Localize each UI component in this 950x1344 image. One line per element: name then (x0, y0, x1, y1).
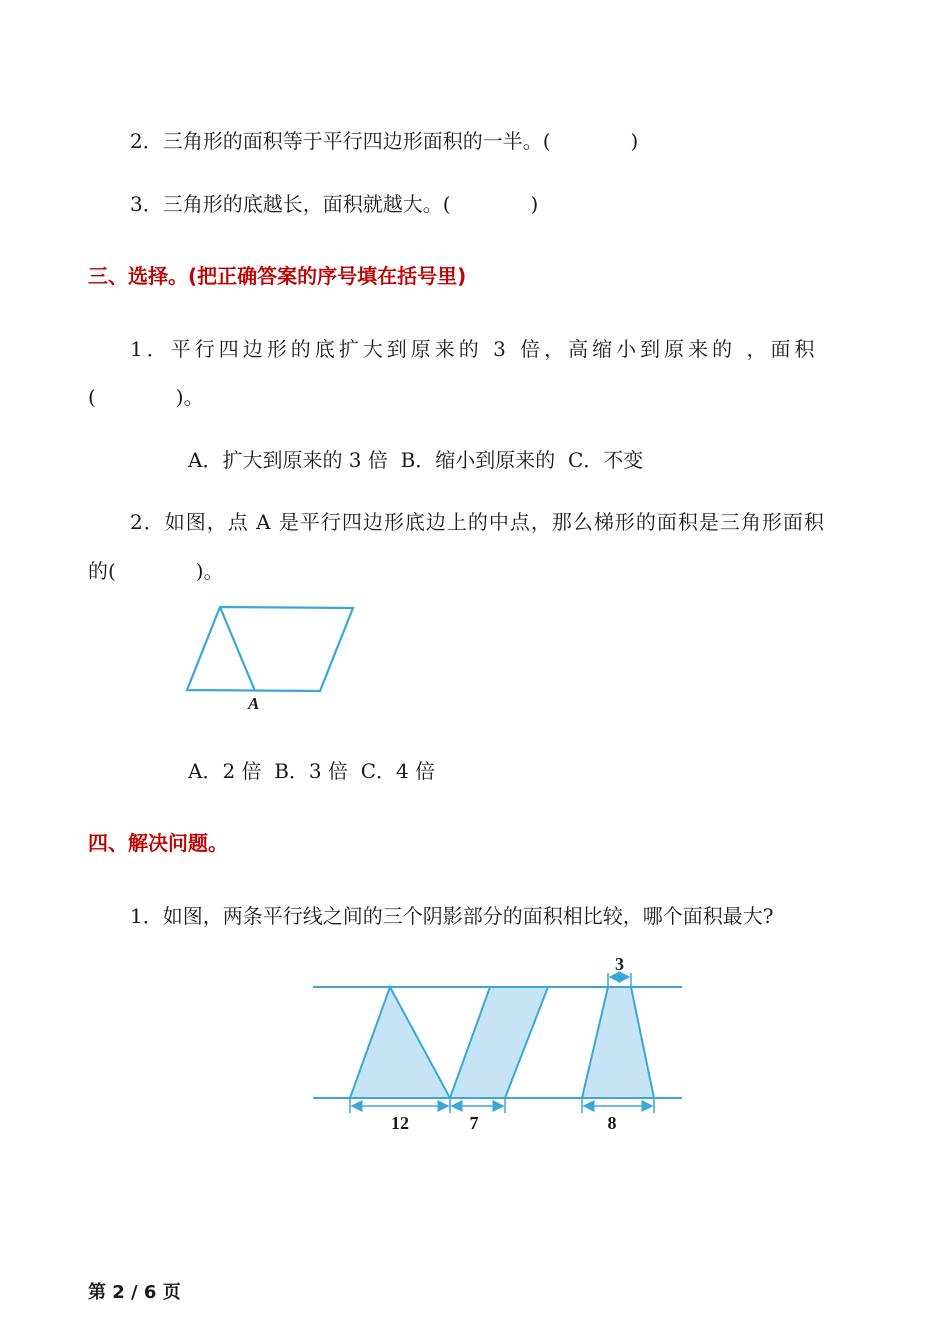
page-number: 第 2 / 6 页 (88, 1282, 181, 1303)
parallelogram-outline (187, 607, 353, 691)
choice-q2-line1: 2．如图，点 A 是平行四边形底边上的中点，那么梯形的面积是三角形面积 (130, 510, 825, 534)
dimension-label-8: 8 (607, 1113, 617, 1133)
judge-item-3: 3．三角形的底越长，面积就越大。( ) (130, 192, 539, 216)
judge-item-2: 2．三角形的面积等于平行四边形面积的一半。( ) (130, 129, 639, 153)
dimension-label-12: 12 (391, 1113, 409, 1133)
choice-q1-line1: 1．平行四边形的底扩大到原来的 3 倍，高缩小到原来的 ，面积 (130, 337, 819, 361)
shaded-trapezoid (582, 987, 654, 1098)
choice-q2-options: A．2 倍 B．3 倍 C．4 倍 (188, 759, 436, 783)
problem-q1-text: 1．如图，两条平行线之间的三个阴影部分的面积相比较，哪个面积最大? (130, 904, 774, 928)
section-3-heading: 三、选择。(把正确答案的序号填在括号里) (88, 264, 467, 288)
choice-q2-line2: 的( )。 (88, 559, 224, 583)
parallel-lines-figure (300, 945, 700, 1140)
parallelogram-figure (180, 600, 365, 715)
dimension-label-7: 7 (469, 1113, 479, 1133)
shaded-triangle (350, 987, 450, 1098)
choice-q1-options: A．扩大到原来的 3 倍 B．缩小到原来的 C．不变 (188, 448, 644, 472)
dimension-label-3: 3 (615, 954, 624, 974)
shaded-parallelogram (450, 987, 548, 1098)
midpoint-label-a: A (248, 694, 260, 713)
choice-q1-line2: ( )。 (88, 385, 204, 409)
midpoint-segment (220, 607, 255, 691)
section-4-heading: 四、解决问题。 (88, 831, 228, 855)
